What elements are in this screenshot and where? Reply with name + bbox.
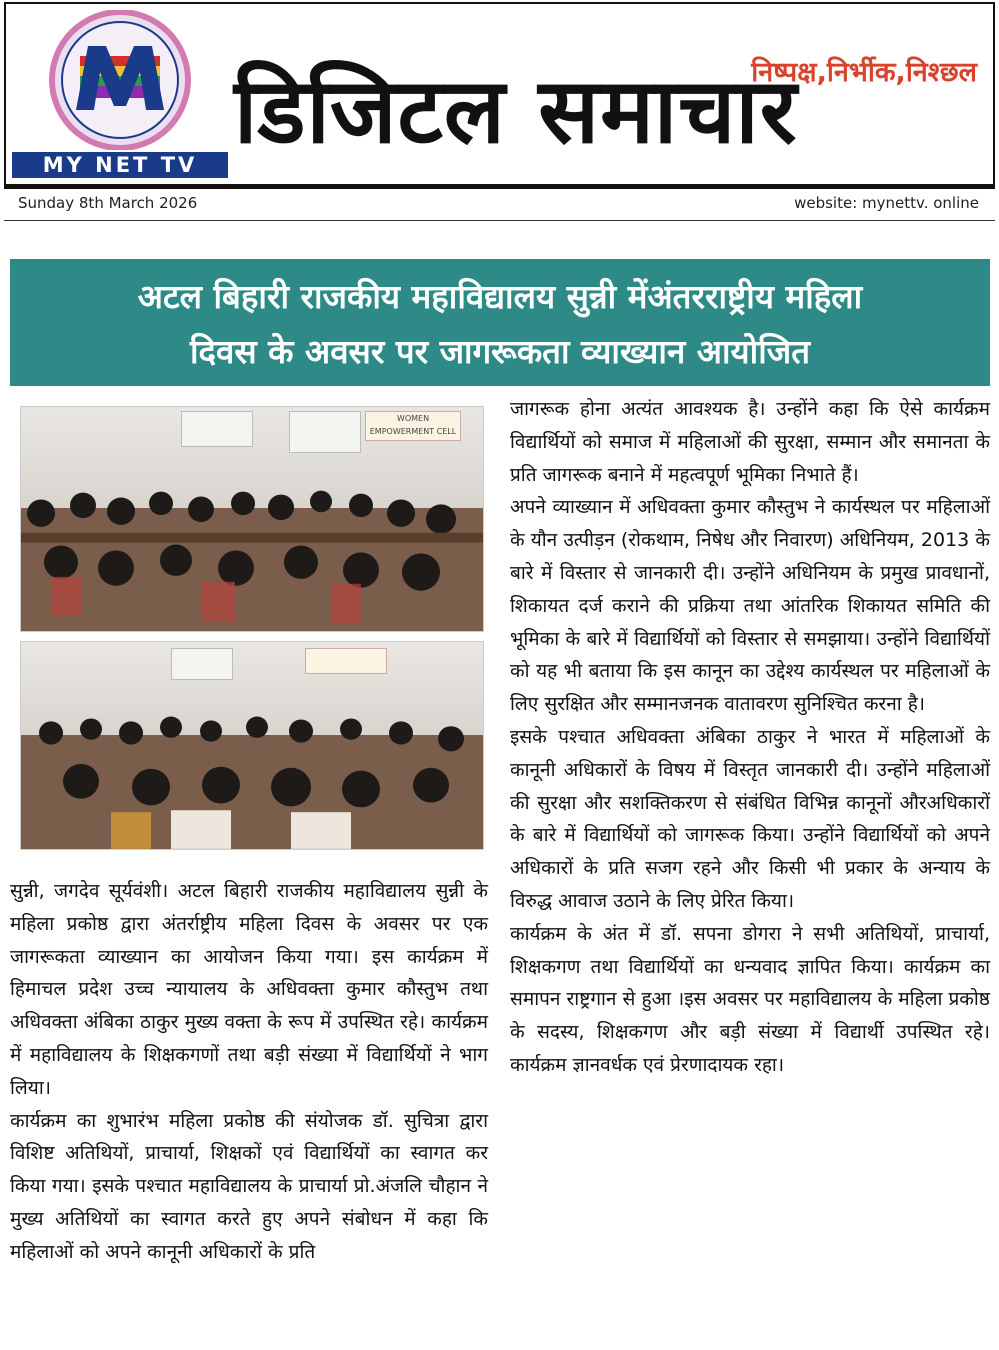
logo-emblem-icon (28, 10, 212, 150)
whiteboard (181, 411, 253, 447)
tagline: निष्पक्ष,निर्भीक,निश्छल (751, 57, 977, 88)
headline-line-2: दिवस के अवसर पर जागरूकता व्याख्यान आयोजित (189, 332, 811, 371)
logo-text: MY NET TV (12, 152, 228, 178)
website-link[interactable]: website: mynettv. online (794, 194, 979, 212)
article-paragraph: जागरूक होना अत्यंत आवश्यक है। उन्होंने कहा कि ऐसे कार्यक्रम विद्यार्थियों को समाज में महिलाओं की सुरक्षा, सम्मान और समानता के प्रति जागरूक बनाने में महत्वपूर्ण भूमिका निभाते हैं। (510, 398, 990, 486)
article-paragraph: कार्यक्रम का शुभारंभ महिला प्रकोष्ठ की संयोजक डॉ. सुचित्रा द्वारा विशिष्ट अतिथियों, प्राचार्या, शिक्षकों एवं विद्यार्थियों का स्वागत कर किया गया। इसके पश्चात महाविद्यालय के प्राचार्या प्रो.अंजलि चौहान ने मुख्य अतिथियों का स्वागत करते हुए अपने संबोधन में कहा कि महिलाओं को अपने कानूनी अधिकारों के प्रति (10, 1109, 488, 1263)
masthead (4, 2, 995, 186)
whiteboard (171, 648, 233, 680)
article-paragraph: कार्यक्रम के अंत में डॉ. सपना डोगरा ने सभी अतिथियों, प्राचार्या, शिक्षकगण तथा विद्यार्थियों का धन्यवाद ज्ञापित किया। कार्यक्रम का समापन राष्ट्रगान से हुआ ।इस अवसर पर महाविद्यालय के महिला प्रकोष्ठ के सदस्य, शिक्षकगण और बड़ी संख्या में विद्यार्थी उपस्थित रहे। कार्यक्रम ज्ञानवर्धक एवं प्रेरणादायक रहा। (510, 922, 990, 1076)
photo-banner: WOMEN EMPOWERMENT CELL (365, 411, 461, 441)
photo-banner-2 (305, 648, 387, 674)
article-column-right (510, 393, 990, 1082)
paper-title: डिजिटल समाचार (234, 59, 798, 164)
article-paragraph: अपने व्याख्यान में अधिवक्ता कुमार कौस्तुभ ने कार्यस्थल पर महिलाओं के यौन उत्पीड़न (रोकथाम, निषेध और निवारण) अधिनियम, 2013 के बारे में विस्तार से जानकारी दी। उन्होंने अधिनियम के प्रमुख प्रावधानों, शिकायत दर्ज कराने की प्रक्रिया तथा आंतरिक शिकायत समिति की भूमिका के बारे में विद्यार्थियों को विस्तार से समझाया। उन्होंने विद्यार्थियों को यह भी बताया कि इस कानून का उद्देश्य कार्यस्थल पर महिलाओं के लिए सुरक्षित और सम्मानजनक वातावरण सुनिश्चित करना है। (510, 496, 990, 716)
dateline-rule (4, 220, 995, 221)
event-photo-2 (20, 641, 484, 850)
date: Sunday 8th March 2026 (18, 194, 198, 212)
logo (12, 10, 228, 178)
article-paragraph: सुन्नी, जगदेव सूर्यवंशी। अटल बिहारी राजकीय महाविद्यालय सुन्नी के महिला प्रकोष्ठ द्वारा अंतर्राष्ट्रीय महिला दिवस के अवसर पर एक जागरूकता व्याख्यान का आयोजन किया गया। इस कार्यक्रम में हिमाचल प्रदेश उच्च न्यायालय के अधिवक्ता कुमार कौस्तुभ तथा अधिवक्ता अंबिका ठाकुर मुख्य वक्ता के रूप में उपस्थित रहे। कार्यक्रम में महाविद्यालय के शिक्षकगणों तथा बड़ी संख्या में विद्यार्थियों ने भाग लिया। (10, 880, 488, 1099)
headline-line-1: अटल बिहारी राजकीय महाविद्यालय सुन्नी मेंअंतरराष्ट्रीय महिला (137, 277, 863, 316)
headline (10, 259, 990, 386)
masthead-rule (4, 186, 995, 189)
article-paragraph: इसके पश्चात अधिवक्ता अंबिका ठाकुर ने भारत में महिलाओं के कानूनी अधिकारों के विषय में विस्तृत जानकारी दी। उन्होंने महिलाओं की सुरक्षा और सशक्तिकरण से संबंधित विभिन्न कानूनों औरअधिकारों के बारे में विद्यार्थियों को जागरूक किया। उन्होंने विद्यार्थियों को अपने अधिकारों के प्रति सजग रहने और किसी भी प्रकार के अन्याय के विरुद्ध आवाज उठाने के लिए प्रेरित किया। (510, 725, 990, 912)
audience-icon (21, 474, 483, 631)
article-column-left (10, 875, 488, 1269)
audience-icon (21, 704, 483, 849)
event-photo-1 (20, 406, 484, 632)
projector-screen (289, 411, 361, 453)
